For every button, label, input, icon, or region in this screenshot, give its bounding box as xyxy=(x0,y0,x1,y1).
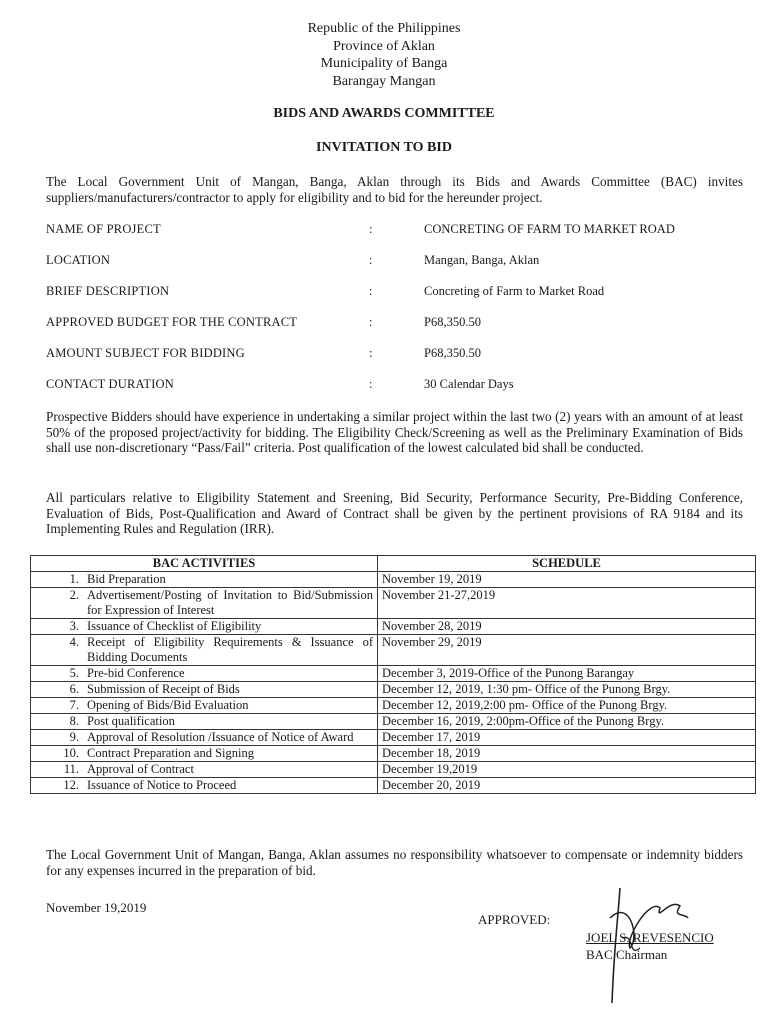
detail-value: CONCRETING OF FARM TO MARKET ROAD xyxy=(424,222,675,236)
schedule-cell: November 19, 2019 xyxy=(378,572,756,588)
detail-label: AMOUNT SUBJECT FOR BIDDING xyxy=(46,346,245,360)
activity-cell xyxy=(31,588,378,619)
activity-text: Contract Preparation and Signing xyxy=(87,746,254,760)
activity-number: 7. xyxy=(69,698,79,712)
activity-text: Opening of Bids/Bid Evaluation xyxy=(87,698,249,712)
schedule-cell: November 28, 2019 xyxy=(378,619,756,635)
activity-text: Pre-bid Conference xyxy=(87,666,185,680)
schedule-cell: December 19,2019 xyxy=(378,762,756,778)
activity-cell xyxy=(31,762,378,778)
signatory-name: JOEL S. REVESENCIO xyxy=(586,930,714,945)
approved-label: APPROVED: xyxy=(478,912,551,927)
activity-cell xyxy=(31,746,378,762)
table-row xyxy=(31,778,756,794)
activity-cell xyxy=(31,682,378,698)
schedule-cell: December 20, 2019 xyxy=(378,778,756,794)
activity-cell xyxy=(31,666,378,682)
activity-text: Post qualification xyxy=(87,714,175,728)
particulars-paragraph: All particulars relative to Eligibility Statement and Sreening, Bid Security, Performance Security, Pre-Bidding Conference, Evaluation of Bids, Post-Qualification and Award of Contract shall be given by the pertinent provisions of RA 9184 and its Implementing Rules and Regulation (IRR). xyxy=(46,490,743,536)
schedule-cell: December 16, 2019, 2:00pm-Office of the Punong Brgy. xyxy=(378,714,756,730)
schedule-cell: December 12, 2019, 1:30 pm- Office of the Punong Brgy. xyxy=(378,682,756,698)
activity-number: 12. xyxy=(63,778,79,792)
detail-value: Concreting of Farm to Market Road xyxy=(424,284,605,298)
bac-schedule-table xyxy=(30,555,756,794)
schedule-cell: December 3, 2019-Office of the Punong Barangay xyxy=(378,666,756,682)
table-row xyxy=(31,619,756,635)
table-row xyxy=(31,698,756,714)
activity-number: 10. xyxy=(63,746,79,760)
detail-colon: : xyxy=(369,346,373,360)
detail-label: BRIEF DESCRIPTION xyxy=(46,284,170,298)
schedule-cell: November 29, 2019 xyxy=(378,635,756,666)
table-row xyxy=(31,714,756,730)
eligibility-paragraph: Prospective Bidders should have experience in undertaking a similar project within the last two (2) years with an amount of at least 50% of the proposed project/activity for bidding. The Eligibility Check/Screening as well as the Preliminary Examination of Bids shall use non-discretionary “Pass/Fail” criteria. Post qualification of the lowest calculated bid shall be conducted. xyxy=(46,409,743,455)
activity-number: 4. xyxy=(69,635,79,649)
activity-cell xyxy=(31,635,378,666)
activity-text: Bid Preparation xyxy=(87,572,166,586)
activity-cell xyxy=(31,714,378,730)
letterhead-barangay: Barangay Mangan xyxy=(332,73,436,89)
letterhead-municipality: Municipality of Banga xyxy=(320,56,448,71)
table-row xyxy=(31,682,756,698)
column-header-activities: BAC ACTIVITIES xyxy=(31,556,378,572)
activity-text: Issuance of Checklist of Eligibility xyxy=(87,619,262,633)
activity-number: 3. xyxy=(69,619,79,633)
activity-text: Approval of Contract xyxy=(87,762,194,776)
table-row xyxy=(31,588,756,619)
table-row xyxy=(31,666,756,682)
activity-number: 8. xyxy=(69,714,79,728)
issue-date: November 19,2019 xyxy=(46,900,147,915)
detail-label: APPROVED BUDGET FOR THE CONTRACT xyxy=(46,315,298,329)
letterhead-republic: Republic of the Philippines xyxy=(307,21,461,36)
detail-value: Mangan, Banga, Aklan xyxy=(424,253,540,267)
activity-text: Submission of Receipt of Bids xyxy=(87,682,240,696)
signatory-title: BAC Chairman xyxy=(586,947,668,962)
detail-row-description xyxy=(46,284,746,315)
closing-paragraph: The Local Government Unit of Mangan, Banga, Aklan assumes no responsibility whatsoever to compensate or indemnity bidders for any expenses incurred in the preparation of bid. xyxy=(46,847,743,878)
activity-cell xyxy=(31,698,378,714)
table-row xyxy=(31,572,756,588)
detail-colon: : xyxy=(369,315,373,329)
activity-number: 5. xyxy=(69,666,79,680)
detail-row-approved-budget xyxy=(46,315,746,346)
detail-value: P68,350.50 xyxy=(424,315,481,329)
table-row xyxy=(31,635,756,666)
committee-heading: BIDS AND AWARDS COMMITTEE xyxy=(273,106,495,121)
schedule-cell: November 21-27,2019 xyxy=(378,588,756,619)
detail-colon: : xyxy=(369,377,373,391)
activity-number: 2. xyxy=(69,588,79,602)
detail-colon: : xyxy=(369,284,373,298)
activity-number: 11. xyxy=(63,762,79,776)
detail-value: 30 Calendar Days xyxy=(424,377,514,391)
detail-label: CONTACT DURATION xyxy=(46,377,175,391)
table-row xyxy=(31,746,756,762)
table-header-row xyxy=(31,556,756,572)
detail-value: P68,350.50 xyxy=(424,346,481,360)
detail-row-duration xyxy=(46,377,746,408)
detail-label: LOCATION xyxy=(46,253,111,267)
activity-number: 6. xyxy=(69,682,79,696)
detail-colon: : xyxy=(369,222,373,236)
activity-number: 1. xyxy=(69,572,79,586)
table-row xyxy=(31,762,756,778)
activity-text: Advertisement/Posting of Invitation to Bid/Submission for Expression of Interest xyxy=(87,588,373,617)
column-header-schedule: SCHEDULE xyxy=(378,556,756,572)
detail-colon: : xyxy=(369,253,373,267)
activity-cell xyxy=(31,730,378,746)
schedule-cell: December 18, 2019 xyxy=(378,746,756,762)
detail-row-location xyxy=(46,253,746,284)
letterhead-province: Province of Aklan xyxy=(333,38,435,54)
table-row xyxy=(31,730,756,746)
activity-text: Receipt of Eligibility Requirements & Issuance of Bidding Documents xyxy=(87,635,373,664)
project-details xyxy=(46,222,746,408)
detail-row-project-name xyxy=(46,222,746,253)
detail-row-amount-bidding xyxy=(46,346,746,377)
activity-text: Issuance of Notice to Proceed xyxy=(87,778,237,792)
detail-label: NAME OF PROJECT xyxy=(46,222,161,236)
schedule-cell: December 12, 2019,2:00 pm- Office of the Punong Brgy. xyxy=(378,698,756,714)
activity-text: Approval of Resolution /Issuance of Notice of Award xyxy=(87,730,354,744)
activity-number: 9. xyxy=(69,730,79,744)
letterhead xyxy=(0,20,768,90)
activity-cell xyxy=(31,572,378,588)
activity-cell xyxy=(31,619,378,635)
activity-cell xyxy=(31,778,378,794)
document-title: INVITATION TO BID xyxy=(316,140,452,155)
schedule-cell: December 17, 2019 xyxy=(378,730,756,746)
intro-paragraph: The Local Government Unit of Mangan, Banga, Aklan through its Bids and Awards Committee (BAC) invites suppliers/manufacturers/contractor to apply for eligibility and to bid for the hereunder project. xyxy=(46,174,743,205)
